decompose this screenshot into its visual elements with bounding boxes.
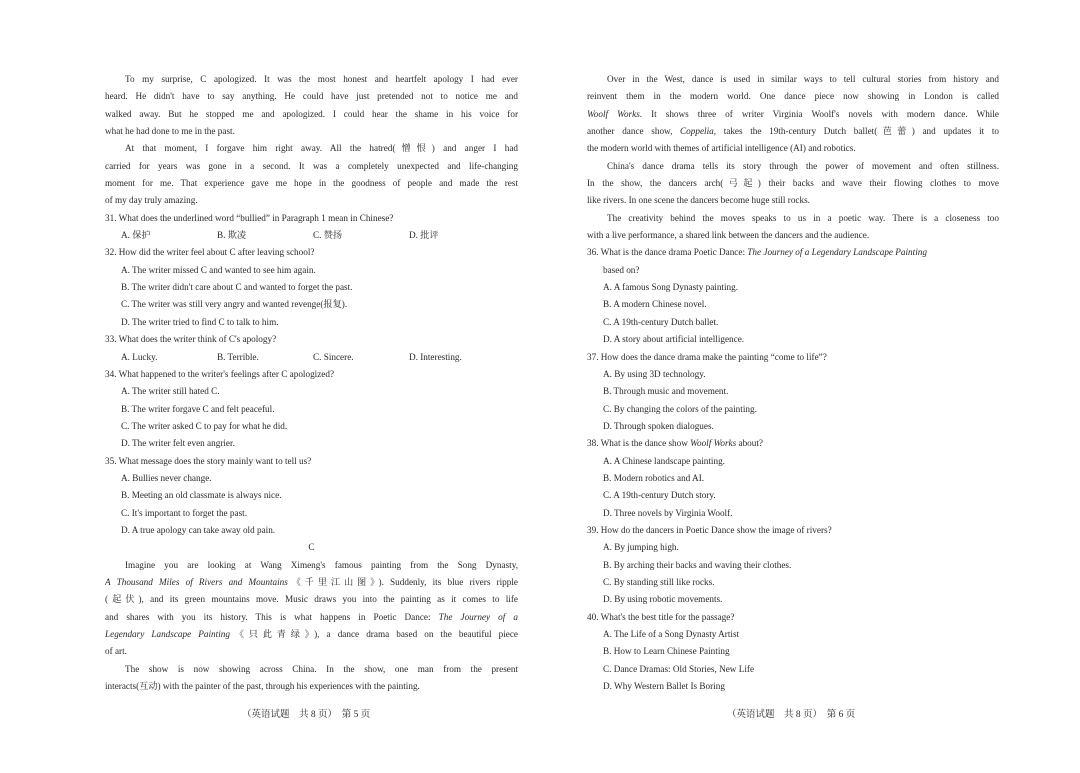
passage-line: the modern world with themes of artificial intelligence (AI) and robotics. (587, 143, 856, 154)
show-title: Woolf Works (690, 438, 737, 449)
option: A. By using 3D technology. (603, 368, 706, 379)
option: A. 保护 (121, 230, 151, 241)
option: A. A Chinese landscape painting. (603, 455, 725, 466)
option: C. It's important to forget the past. (121, 507, 248, 518)
left-column (105, 71, 518, 695)
stem-text: 36. What is the dance drama Poetic Dance: (587, 247, 748, 258)
option: A. The writer still hated C. (121, 386, 220, 397)
option: D. Through spoken dialogues. (603, 420, 714, 431)
option: B. Meeting an old classmate is always nice. (121, 490, 282, 501)
page-footer-right: （英语试题 共 8 页） 第 6 页 (727, 710, 856, 720)
passage-line: moment for me. That experience gave me hope in the goodness of people and made the rest (105, 178, 518, 189)
option: B. Modern robotics and AI. (603, 472, 705, 483)
passage-line (105, 574, 518, 591)
passage-text: 《千里江山图》). Suddenly, its blue rivers ripple (287, 576, 518, 587)
question-stem: 39. How do the dancers in Poetic Dance show the image of rivers? (587, 524, 832, 535)
passage-line: like rivers. In one scene the dancers become huge still rocks. (587, 195, 810, 206)
question-stem: 35. What message does the story mainly want to tell us? (105, 455, 312, 466)
right-column (587, 71, 999, 695)
question-stem: 33. What does the writer think of C's apology? (105, 334, 277, 345)
passage-line: with a live performance, a shared link between the dancers and the audience. (587, 230, 870, 241)
option: C. A 19th-century Dutch ballet. (603, 316, 719, 327)
passage-line: Imagine you are looking at Wang Ximeng's famous painting from the Song Dynasty, (125, 559, 518, 570)
option: A. A famous Song Dynasty painting. (603, 282, 739, 293)
question-stem: 32. How did the writer feel about C after leaving school? (105, 247, 315, 258)
passage-line: what he had done to me in the past. (105, 126, 235, 137)
option: B. Through music and movement. (603, 386, 729, 397)
passage-line (105, 609, 518, 626)
stem-text: 38. What is the dance show (587, 438, 691, 449)
option: C. 赞扬 (313, 230, 343, 241)
question-stem: 37. How does the dance drama make the painting “come to life”? (587, 351, 827, 362)
passage-line: In the show, the dancers arch(弓起) their backs and wave their flowing clothes to move (587, 178, 999, 189)
drama-title: The Journey of a (438, 611, 518, 622)
option: D. Why Western Ballet Is Boring (603, 681, 725, 692)
option: B. By arching their backs and waving their clothes. (603, 559, 792, 570)
stem-text: about? (736, 438, 763, 449)
question-stem (587, 435, 999, 452)
option: B. 欺凌 (217, 230, 247, 241)
option: D. A story about artificial intelligence. (603, 334, 745, 345)
option: D. The writer felt even angrier. (121, 438, 235, 449)
drama-title: The Journey of a Legendary Landscape Painting (747, 247, 927, 258)
option: D. A true apology can take away old pain. (121, 524, 276, 535)
passage-text: another dance show, (587, 126, 681, 137)
passage-line (587, 106, 999, 123)
show-title: Woolf Works (587, 108, 640, 119)
question-stem: 31. What does the underlined word “bullied” in Paragraph 1 mean in Chinese? (105, 212, 394, 223)
passage-line: heard. He didn't have to say anything. He could have just pretended not to notice me and (105, 91, 518, 102)
option: C. By standing still like rocks. (603, 576, 715, 587)
passage-text: , takes the 19th-century Dutch ballet(芭蕾) and updates it to (713, 126, 999, 137)
passage-line: China's dance drama tells its story through the power of movement and often stillness. (607, 160, 999, 171)
option: C. The writer was still very angry and wanted revenge(报复). (121, 299, 348, 310)
passage-text: 《只此青绿》), a dance drama based on the beautiful piece (229, 629, 518, 639)
passage-line: Over in the West, dance is used in similar ways to tell cultural stories from history and (607, 74, 999, 84)
option: B. The writer forgave C and felt peaceful. (121, 403, 275, 414)
option: B. Terrible. (217, 351, 259, 362)
option: A. The writer missed C and wanted to see him again. (121, 264, 316, 275)
option-row (105, 227, 518, 244)
show-title: Coppelia (680, 126, 714, 137)
option: B. A modern Chinese novel. (603, 299, 707, 310)
option: A. The Life of a Song Dynasty Artist (603, 629, 740, 639)
passage-line: To my surprise, C apologized. It was the most honest and heartfelt apology I had ever (125, 74, 518, 84)
option: D. Three novels by Virginia Woolf. (603, 507, 733, 518)
passage-line: reinvent them in the modern world. One dance piece now showing in London is called (587, 91, 999, 102)
question-stem (587, 244, 999, 261)
passage-text: and shares with you its history. This is what happens in Poetic Dance: (105, 611, 439, 622)
option-row (105, 349, 518, 366)
passage-line: At that moment, I forgave him right away. All the hatred(憎恨) and anger I had (125, 143, 518, 154)
option: C. Sincere. (313, 351, 354, 362)
option: C. The writer asked C to pay for what he did. (121, 420, 288, 431)
passage-line (587, 123, 999, 140)
question-stem-cont: based on? (603, 264, 640, 275)
question-stem: 34. What happened to the writer's feelings after C apologized? (105, 368, 335, 379)
option: D. Interesting. (409, 351, 462, 362)
passage-line: carried for years was gone in a second. It was a completely unexpected and life-changing (105, 160, 518, 171)
passage-line: (起伏), and its green mountains move. Music draws you into the painting as it comes to life (105, 594, 518, 605)
option: D. 批评 (409, 230, 439, 241)
option: D. The writer tried to find C to talk to him. (121, 316, 279, 327)
section-heading: C (308, 542, 315, 553)
passage-line (105, 626, 518, 643)
option: C. Dance Dramas: Old Stories, New Life (603, 663, 755, 674)
option: A. By jumping high. (603, 542, 679, 553)
passage-line: of my day truly amazing. (105, 195, 198, 206)
option: C. A 19th-century Dutch story. (603, 490, 716, 501)
option: A. Lucky. (121, 351, 158, 362)
drama-title: Legendary Landscape Painting (105, 629, 230, 639)
page-footer-left: （英语试题 共 8 页） 第 5 页 (242, 710, 371, 720)
option: C. By changing the colors of the painting. (603, 403, 757, 414)
passage-line: The show is now showing across China. In the show, one man from the present (125, 663, 518, 674)
painting-title: A Thousand Miles of Rivers and Mountains (105, 576, 288, 587)
question-stem: 40. What's the best title for the passage? (587, 611, 735, 622)
option: D. By using robotic movements. (603, 594, 723, 605)
option: B. How to Learn Chinese Painting (603, 646, 730, 657)
passage-line: of art. (105, 646, 127, 657)
option: A. Bullies never change. (121, 472, 212, 483)
passage-line: interacts(互动) with the painter of the past, through his experiences with the painting. (105, 681, 420, 692)
passage-line: The creativity behind the moves speaks to us in a poetic way. There is a closeness too (607, 212, 999, 223)
option: B. The writer didn't care about C and wanted to forget the past. (121, 282, 353, 293)
passage-text: . It shows three of writer Virginia Woolf's novels with modern dance. While (639, 108, 999, 119)
passage-line: walked away. But he stopped me and apologized. I could hear the shame in his voice for (105, 108, 518, 119)
